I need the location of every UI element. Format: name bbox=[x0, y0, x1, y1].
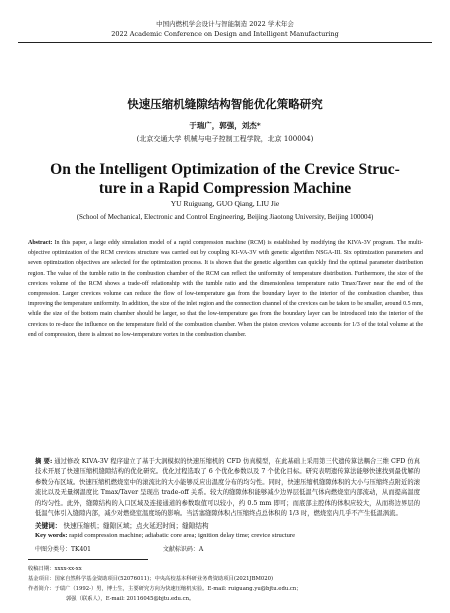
english-title-line2: ture in a Rapid Compression Machine bbox=[98, 180, 352, 197]
footnote-author-bio: 作者简介：于瑞广（1992-）男，博士生，主要研究方向为快速压缩机实验。E-mail: ruiguang.yu@bjtu.edu.cn； bbox=[28, 586, 302, 592]
english-title bbox=[30, 160, 420, 198]
abstract-text: In this paper, a large eddy simulation model of a rapid compression machine (RCM) is established by modifying the KIVA-3V program. The multi-objective optimization of the RCM crevices structure was carried out by coupling KI-VA-3V with genetic algorithm NSGA-III. Six optimization parameters and seven optimization objectives are selected for the optimization process. It is shown that the genetic algorithm can quickly find the optimal parameter distribution region. The value of the tumble ratio in the combustion chamber of the RCM can reflect the uniformity of temperature distribution. Furthermore, the size of the crevices volume of the RCM shows a trade-off relationship with the tumble ratio and the dimensionless temperature ratio Tmax/Taver near the end of the compression. Larger crevices volume can reduce the flow of low-temperature gas from the boundary layer to the interior of the combustion chamber, thus improving the temperature uniformity. In addition, the size of the inlet region and the connection channel of the crevices can be taken to be smaller, around 0.5 mm, while the size of the bottom main chamber should be larger, so that the low-temperature gas from the boundary layer can be introduced into the interior of the crevices to re-duce the influence on the temperature field of the combustion chamber. When the piston crevices volume accounts for 1/3 of the total volume at the end of compression, there is almost no low-temperature vortex in the combustion chamber. bbox=[28, 240, 424, 338]
english-affiliation: (School of Mechanical, Electronic and Control Engineering, Beijing Jiaotong University, Beijing 100004) bbox=[76, 213, 374, 221]
english-authors: YU Ruiguang, GUO Qiang, LIU Jie bbox=[170, 199, 280, 208]
chinese-keywords-text: 快速压缩机；缝隙区域；点火延迟时间；缝隙结构 bbox=[63, 522, 209, 530]
chinese-keywords bbox=[35, 520, 420, 530]
footnote-received: 收稿日期：xxxx-xx-xx bbox=[28, 566, 82, 572]
chinese-authors: 于瑞广，郭强，刘杰* bbox=[189, 121, 261, 130]
chinese-abstract-text: 通过修改 KIVA-3V 程序建立了基于大涡模拟的快速压缩机的 CFD 仿真模型，在此基础上采用第三代遗传算法耦合三维 CFD 仿真技术开展了快速压缩机缝隙结构的优化研究。优化过程选取了 6 个优化参数以及 7 个优化目标。研究表明遗传算法能够快速找到最优解的参数分布区域。快速压缩机燃烧室中的滚流比的大小能够反应出温度分布的均匀性。同时，快速压缩机缝隙体积的大小与压缩终点附近的滚流比以及无量纲温度比 Tmax/Taver 呈现出 trade-off 关系。较大的缝隙体积能够减少边界层低温气体向燃烧室内部流动，从而提高温度的均匀性。此外，缝隙结构的入口区域及连接通道的参数取值可以较小，约 0.5 mm 即可；而底部主腔体的体积应较大，从而将边界层的低温气体引入缝隙内部，减少对燃烧室温度场的影响。当活塞缝隙体积占压缩终点总体积的 1/3 时，燃烧室内几乎不产生低温涡流。 bbox=[35, 458, 420, 518]
english-keywords-label: Key words: bbox=[35, 532, 68, 539]
chinese-abstract bbox=[35, 457, 420, 519]
running-header-cn: 中国内燃机学会设计与智能制造 2022 学术年会 bbox=[156, 20, 294, 28]
chinese-keywords-label: 关键词： bbox=[35, 522, 62, 530]
header-rule bbox=[18, 42, 432, 43]
footnote-contact: 郭强（联系人），E-mail: 20116045@bjtu.edu.cn。 bbox=[66, 596, 195, 602]
chinese-title: 快速压缩机缝隙结构智能优化策略研究 bbox=[127, 97, 323, 111]
abstract-label: Abstract: bbox=[28, 240, 53, 246]
english-keywords bbox=[35, 532, 425, 539]
footnote-rule bbox=[28, 559, 148, 560]
english-title-line1: On the Intelligent Optimization of the Crevice Struc- bbox=[50, 161, 400, 178]
chinese-abstract-label: 摘 要: bbox=[35, 458, 53, 465]
running-header-en: 2022 Academic Conference on Design and Intelligent Manufacturing bbox=[111, 30, 339, 38]
clc-number: 中图分类号：TK401 bbox=[35, 546, 91, 553]
footnote-funding: 基金项目：国家自然科学基金资助项目(52076011)；中央高校基本科研业务费资助项目(2021JBM020) bbox=[28, 576, 274, 582]
english-keywords-text: rapid compression machine; adiabatic core area; ignition delay time; crevice structure bbox=[69, 532, 296, 539]
classification-line bbox=[35, 544, 425, 553]
english-abstract bbox=[28, 238, 423, 340]
document-code: 文献标识码：A bbox=[162, 546, 204, 553]
chinese-affiliation: (北京交通大学 机械与电子控制工程学院，北京 100004) bbox=[136, 135, 314, 143]
